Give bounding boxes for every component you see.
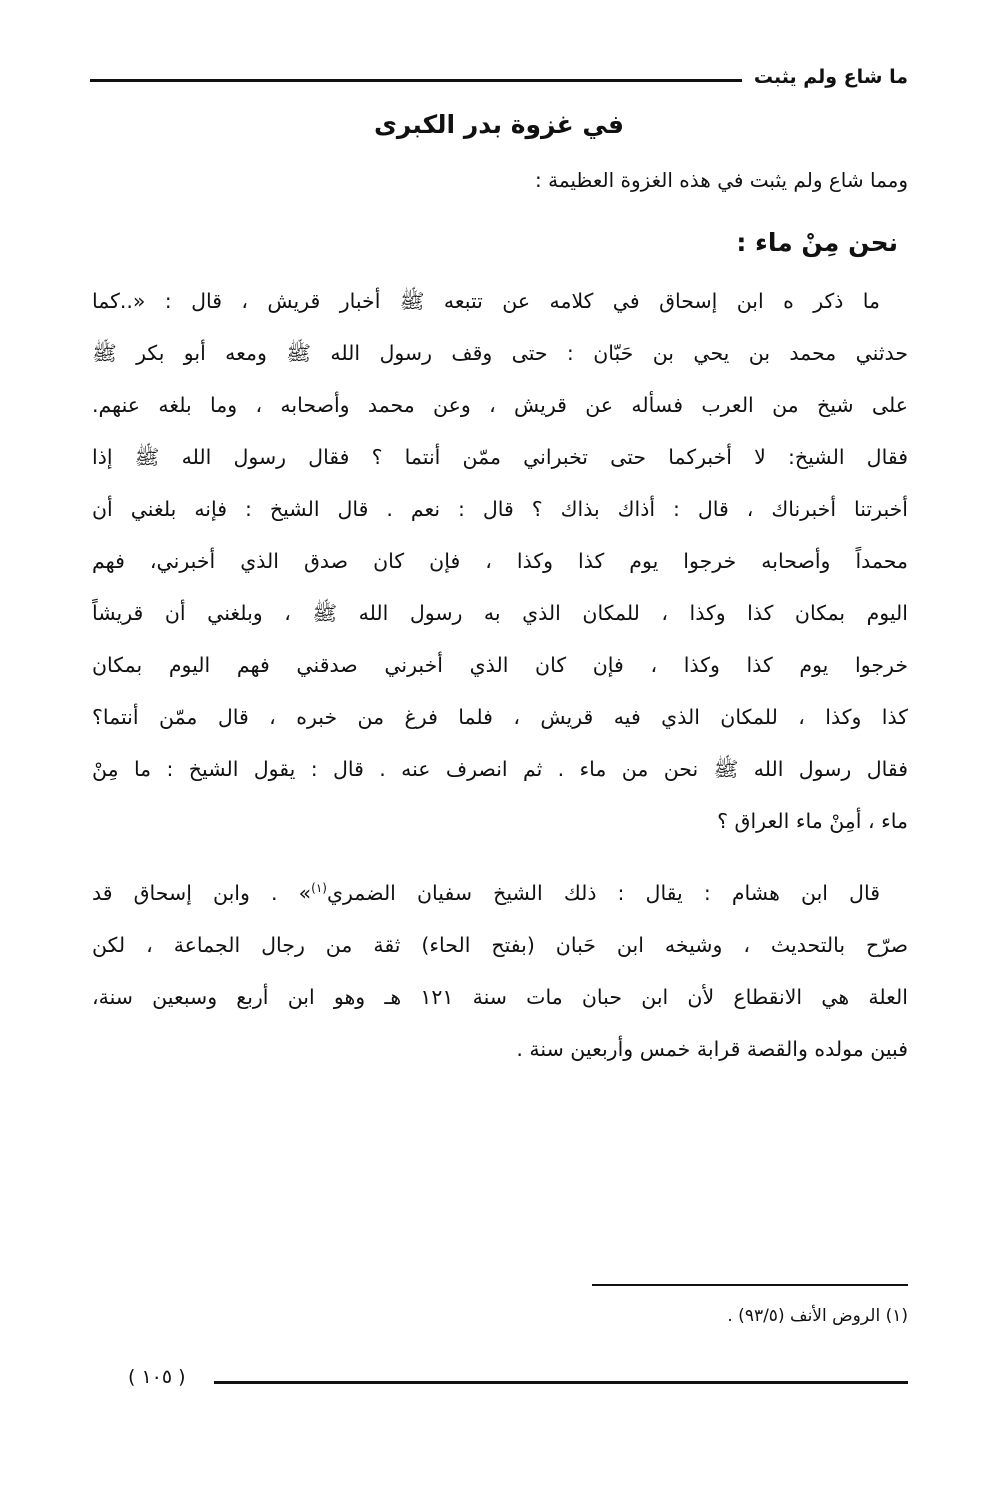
text-line: صرّح بالتحديث ، وشيخه ابن حَبان (بفتح الحاء) ثقة من رجال الجماعة ، لكن — [92, 933, 908, 957]
footnote-marker[interactable]: (١) — [311, 881, 327, 896]
section-title: في غزوة بدر الكبرى — [373, 110, 625, 139]
body-text — [92, 282, 908, 1082]
text-line: فقال الشيخ: لا أخبركما حتى تخبراني ممّن أنتما ؟ فقال رسول الله ﷺ إذا — [92, 445, 908, 469]
text-line: كذا وكذا ، للمكان الذي فيه قريش ، فلما فرغ من خبره ، قال ممّن أنتما؟ — [92, 705, 908, 729]
footer-rule — [214, 1381, 908, 1384]
text-line — [92, 874, 908, 926]
text-line: فقال رسول الله ﷺ نحن من ماء . ثم انصرف عنه . قال : يقول الشيخ : ما مِنْ — [92, 757, 908, 781]
text-line: فبين مولده والقصة قرابة خمس وأربعين سنة . — [516, 1037, 908, 1061]
text-line: أخبرتنا أخبرناك ، قال : أذاك بذاك ؟ قال : نعم . قال الشيخ : فإنه بلغني أن — [92, 497, 908, 521]
intro-line: ومما شاع ولم يثبت في هذه الغزوة العظيمة : — [535, 168, 908, 192]
footnote-rule — [592, 1284, 908, 1286]
running-header — [90, 62, 908, 92]
text-line: اليوم بمكان كذا وكذا ، للمكان الذي به رسول الله ﷺ ، وبلغني أن قريشاً — [92, 601, 908, 625]
text-line: ماء ، أمِنْ ماء العراق ؟ — [717, 809, 908, 833]
header-rule — [90, 79, 742, 82]
page-number: ( ١٠٥ ) — [128, 1366, 186, 1388]
page-footer — [128, 1362, 908, 1392]
line-start: قال ابن هشام : يقال : ذلك الشيخ سفيان الضمري — [326, 881, 880, 905]
text-line: محمداً وأصحابه خرجوا يوم كذا وكذا ، فإن كان صدق الذي أخبرني، فهم — [92, 549, 908, 573]
sub-heading: نحن مِنْ ماء : — [736, 228, 898, 257]
text-line: ما ذكر ه ابن إسحاق في كلامه عن تتبعه ﷺ أخبار قريش ، قال : «..كما — [92, 289, 880, 313]
text-line: حدثني محمد بن يحي بن حَبّان : حتى وقف رسول الله ﷺ ومعه أبو بكر ﷺ — [92, 341, 908, 365]
running-title: ما شاع ولم يثبت — [753, 66, 908, 88]
text-line: على شيخ من العرب فسأله عن قريش ، وعن محمد وأصحابه ، وما بلغه عنهم. — [92, 393, 908, 417]
line-tail: » . وابن إسحاق قد — [92, 881, 312, 905]
text-line: العلة هي الانقطاع لأن ابن حبان مات سنة ١٢١ هـ وهو ابن أربع وسبعين سنة، — [92, 985, 908, 1009]
footnote: (١) الروض الأنف (٩٣/٥) . — [727, 1306, 908, 1326]
text-line: خرجوا يوم كذا وكذا ، فإن كان الذي أخبرني صدقني فهم اليوم بمكان — [92, 653, 908, 677]
paragraph-gap — [92, 854, 908, 874]
